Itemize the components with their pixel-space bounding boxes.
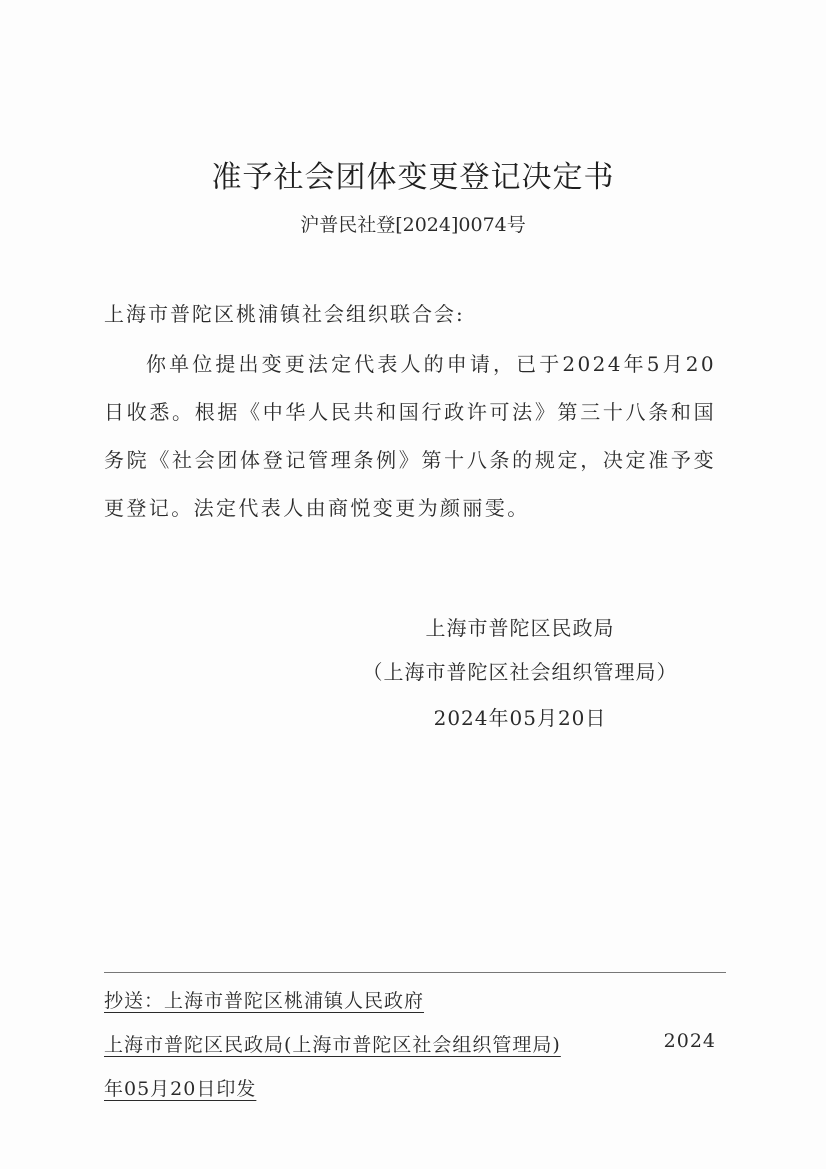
document-number: 沪普民社登[2024]0074号 bbox=[300, 214, 526, 236]
issuer-year: 2024 bbox=[663, 1030, 716, 1052]
footer-divider bbox=[104, 972, 726, 973]
cc-line: 抄送：上海市普陀区桃浦镇人民政府 bbox=[104, 990, 425, 1012]
issuer-line bbox=[104, 1030, 716, 1057]
signature-org: 上海市普陀区民政局 bbox=[425, 616, 615, 640]
document-title: 准予社会团体变更登记决定书 bbox=[211, 160, 615, 195]
signature-org-alt: （上海市普陀区社会组织管理局） bbox=[362, 660, 678, 684]
decision-body: 你单位提出变更法定代表人的申请，已于2024年5月20日收悉。根据《中华人民共和国行政许可法》第三十八条和国务院《社会团体登记管理条例》第十八条的规定，决定准予变更登记。法定代表人由商悦变更为颜丽雯。 bbox=[104, 352, 716, 520]
issue-date-line: 年05月20日印发 bbox=[104, 1078, 257, 1100]
signature-date: 2024年05月20日 bbox=[433, 706, 607, 730]
recipient: 上海市普陀区桃浦镇社会组织联合会: bbox=[104, 302, 465, 326]
issuer-name: 上海市普陀区民政局(上海市普陀区社会组织管理局) bbox=[104, 1034, 561, 1056]
